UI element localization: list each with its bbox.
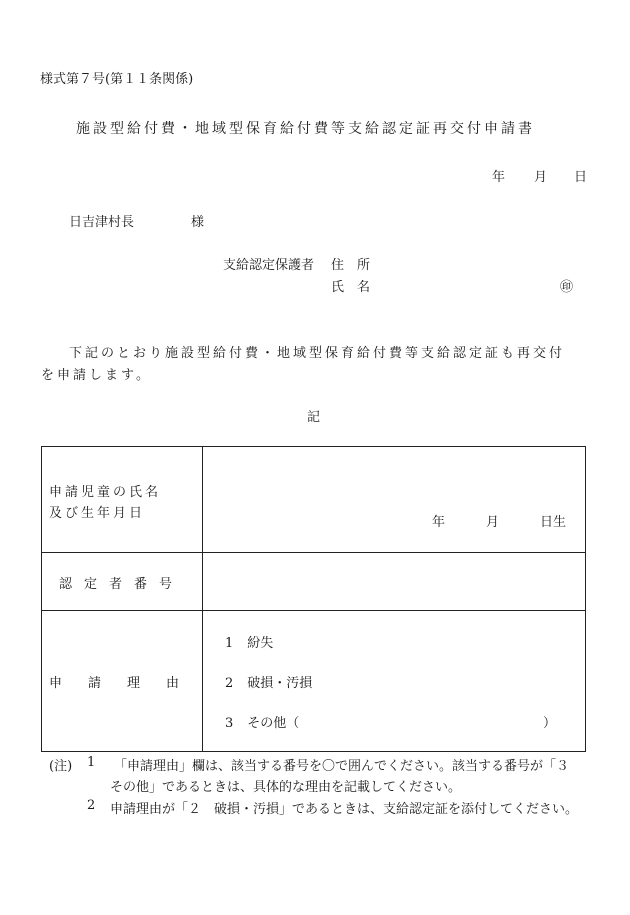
reason-option-2-text: 破損・汚損	[247, 676, 313, 691]
child-label-line1: 申請児童の氏名	[49, 485, 162, 500]
addressee-honorific: 様	[191, 215, 205, 230]
date-year-label: 年	[492, 170, 506, 185]
cert-number-label: 認定者番号	[59, 577, 185, 592]
reason-option-1[interactable]	[225, 632, 273, 651]
child-label-cell	[42, 447, 203, 553]
note-1-line1: 「申請理由」欄は、該当する番号を〇で囲んでください。該当する番号が「３	[114, 759, 570, 774]
birth-day-label: 日生	[540, 515, 567, 530]
reason-option-3[interactable]	[225, 712, 299, 731]
application-table	[41, 446, 586, 752]
address-label: 住 所	[331, 258, 371, 273]
name-label: 氏 名	[331, 280, 371, 295]
reason-option-1-text: 紛失	[247, 636, 274, 651]
body-text-line2: を申請します。	[41, 368, 152, 383]
reason-label: 申 請 理 由	[49, 676, 180, 691]
table-row-reason	[42, 611, 586, 752]
reason-value-cell	[203, 611, 586, 752]
cert-number-value-cell[interactable]	[203, 553, 586, 611]
note-2-number: 2	[87, 798, 96, 813]
addressee-name: 日吉津村長	[69, 215, 135, 230]
birth-month-label: 月	[486, 515, 500, 530]
child-value-cell[interactable]	[203, 447, 586, 553]
applicant-role: 支給認定保護者	[223, 258, 315, 273]
reason-option-3-text: その他（	[247, 716, 300, 731]
table-row-cert	[42, 553, 586, 611]
date-day-label: 日	[574, 170, 588, 185]
seal-mark: ㊞	[560, 280, 574, 295]
date-month-label: 月	[534, 170, 548, 185]
note-1-number: 1	[87, 755, 96, 770]
reason-label-cell	[42, 611, 203, 752]
form-number: 様式第７号(第１１条関係)	[40, 72, 194, 87]
note-2-text: 申請理由が「２ 破損・汚損」であるときは、支給認定証を添付してください。	[110, 802, 579, 817]
child-label-line2: 及び生年月日	[49, 506, 146, 521]
reason-option-2-number: 2	[225, 676, 234, 691]
reason-other-close-paren: ）	[543, 716, 557, 731]
document-title: 施設型給付費・地域型保育給付費等支給認定証再交付申請書	[76, 121, 535, 137]
body-text-line1: 下記のとおり施設型給付費・地域型保育給付費等支給認定証も再交付	[69, 346, 566, 361]
birth-year-label: 年	[432, 515, 446, 530]
reason-option-2[interactable]	[225, 672, 312, 691]
note-1-line2: その他」であるときは、具体的な理由を記載してください。	[110, 780, 462, 795]
table-row-child	[42, 447, 586, 553]
cert-label-cell	[42, 553, 203, 611]
reason-option-3-number: 3	[225, 716, 234, 731]
ki-heading: 記	[307, 410, 321, 425]
reason-option-1-number: 1	[225, 636, 234, 651]
notes-prefix: (注)	[49, 759, 73, 774]
